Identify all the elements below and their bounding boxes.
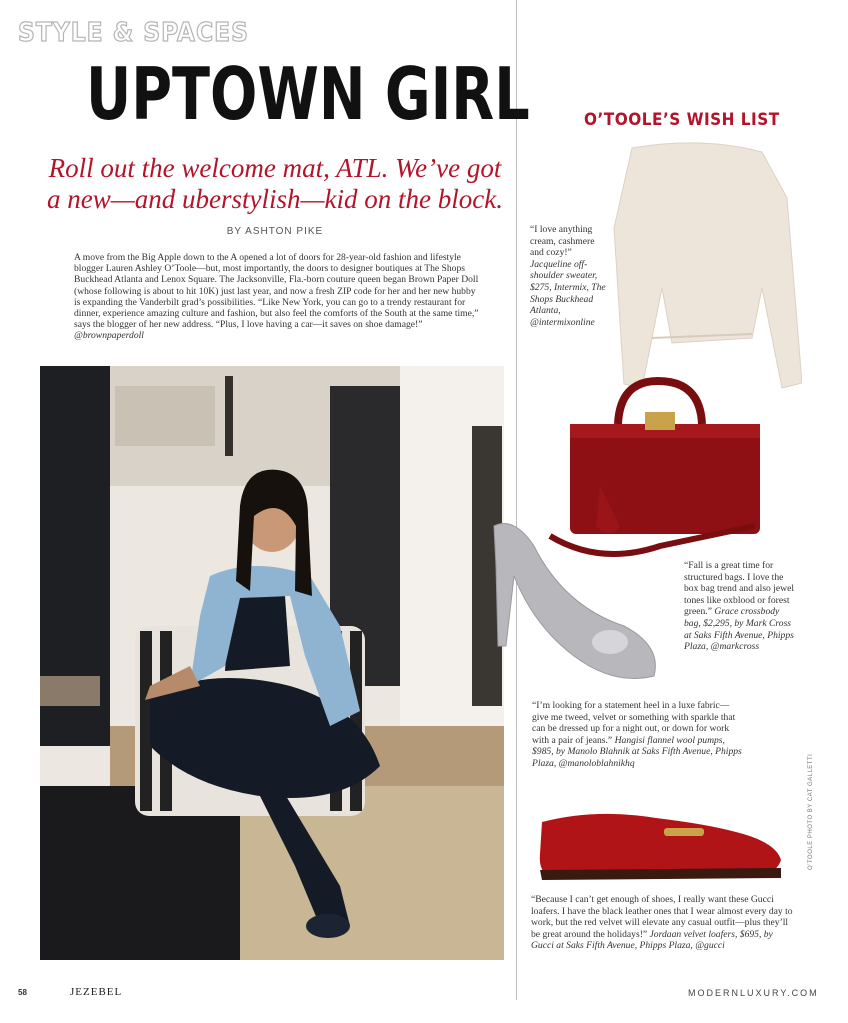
quote-bag [684, 560, 796, 653]
quote-text: “I love anything cream, cashmere and cozy!” [530, 224, 595, 259]
product-details: Grace crossbody bag, $2,295, by Mark Cross at Saks Fifth Avenue, Phipps Plaza, @markcross [684, 606, 794, 653]
dek: Roll out the welcome mat, ATL. We’ve got a new—and uberstylish—kid on the block. [47, 153, 503, 214]
loafer-image [536, 798, 786, 884]
sweater-image [612, 138, 802, 392]
headline: UPTOWN GIRL [86, 52, 530, 136]
wish-list-title: O’TOOLE’S WISH LIST [584, 110, 780, 130]
photo-credit: O’TOOLE PHOTO BY CAT GALLETTI [808, 753, 814, 870]
section-label: STYLE & SPACES [18, 18, 250, 48]
quote-pump [532, 700, 744, 770]
body-handle: @brownpaperdoll [74, 330, 144, 342]
page-number: 58 [18, 988, 27, 997]
product-details: Jacqueline off-shoulder sweater, $275, Intermix, The Shops Buckhead Atlanta, @intermixonline [530, 258, 606, 328]
quote-text: “Because I can’t get enough of shoes, I really want these Gucci loafers. I have the black leather ones that I wear almost every day to work, but the red velvet will elevate any casual outfit—plus they’ll be great around the holidays!” [531, 894, 793, 940]
website: MODERNLUXURY.COM [688, 988, 819, 998]
gutter-divider [516, 0, 517, 1000]
portrait-photo [40, 366, 504, 960]
body-paragraph [74, 252, 484, 342]
quote-sweater [530, 224, 610, 328]
quote-loafer [531, 894, 793, 952]
quote-text: “Fall is a great time for structured bags. I love the box bag trend and also jewel tones like oxblood or forest green.” [684, 560, 795, 618]
byline: BY ASHTON PIKE [226, 226, 324, 237]
product-details: Hangisi flannel wool pumps, $985, by Manolo Blahnik at Saks Fifth Avenue, Phipps Plaza, @manoloblahnikhq [532, 734, 742, 769]
magazine-name: JEZEBEL [70, 986, 123, 998]
quote-text: “I’m looking for a statement heel in a luxe fabric—give me tweed, velvet or something with sparkle that can be dressed up for a night out, or down for work with a pair of jeans.” [532, 700, 736, 746]
pump-image [484, 516, 664, 686]
product-details: Jordaan velvet loafers, $695, by Gucci at Saks Fifth Avenue, Phipps Plaza, @gucci [531, 928, 773, 952]
body-text: A move from the Big Apple down to the A opened a lot of doors for 28-year-old fashion and lifestyle blogger Lauren Ashley O’Toole—but, most importantly, the doors to designer boutiques at The Shops Buckhead Atlanta and Lenox Square. The Jacksonville, Fla.-born couture queen began Brown Paper Doll (whose following is about to hit 10K) just last year, and now a fresh ZIP code for her and her new hubby is expanding the Vanderbilt grad’s possibilities. “Like New York, you can go to a trendy restaurant for dinner, experience amazing culture and fashion, but also feel the comforts of the South at the same time,” says the blogger of her new address. “Plus, I love having a car—it saves on shoe damage!” [74, 252, 479, 331]
